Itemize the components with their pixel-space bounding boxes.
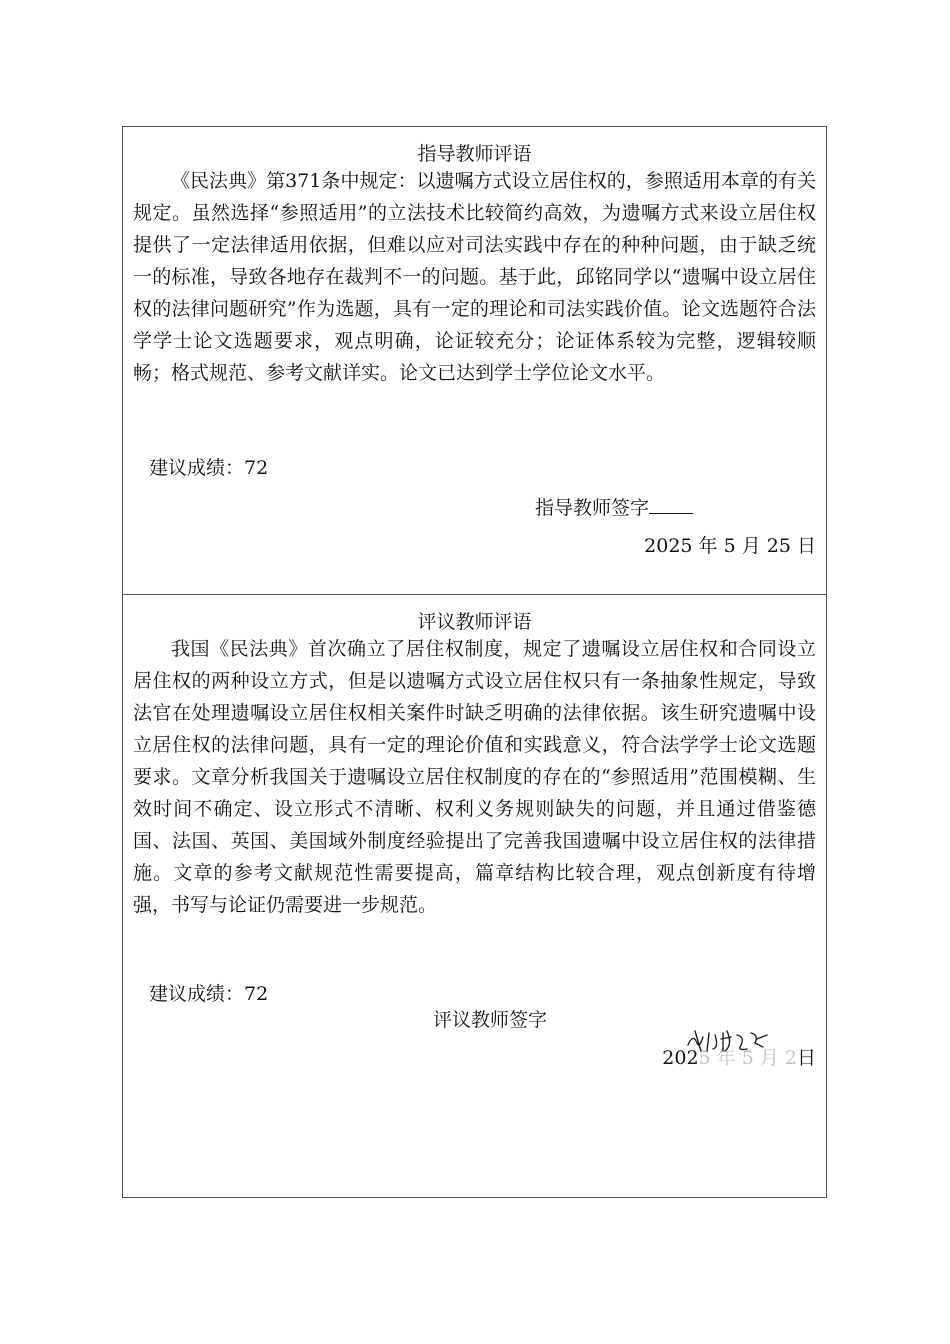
reviewer-comment-text: 我国《民法典》首次确立了居住权制度，规定了遗嘱设立居住权和合同设立居住权的两种设立方式，但是以遗嘱方式设立居住权只有一条抽象性规定，导致法官在处理遗嘱设立居住权相关案件时缺乏明确的法律依据。该生研究遗嘱中设立居住权的法律问题，具有一定的理论价值和实践意义，符合法学学士论文选题要求。文章分析我国关于遗嘱设立居住权制度的存在的“参照适用”范围模糊、生效时间不确定、设立形式不清晰、权利义务规则缺失的问题，并且通过借鉴德国、法国、英国、美国域外制度经验提出了完善我国遗嘱中设立居住权的法律措施。文章的参考文献规范性需要提高，篇章结构比较合理，观点创新度有待增强，书写与论证仍需要进一步规范。 xyxy=(133,638,816,916)
supervisor-date: 2025 年 5 月 25 日 xyxy=(644,535,816,557)
evaluation-form-table xyxy=(122,126,827,1198)
supervisor-comment-text: 《民法典》第371条中规定：以遗嘱方式设立居住权的，参照适用本章的有关规定。虽然选择“参照适用”的立法技术比较简约高效，为遗嘱方式来设立居住权提供了一定法律适用依据，但难以应对司法实践中存在的种种问题，由于缺乏统一的标准，导致各地存在裁判不一的问题。基于此，邱铭同学以“遗嘱中设立居住权的法律问题研究”作为选题，具有一定的理论和司法实践价值。论文选题符合法学学士论文选题要求，观点明确，论证较充分；论证体系较为完整，逻辑较顺畅；格式规范、参考文献详实。论文已达到学士学位论文水平。 xyxy=(133,170,816,384)
supervisor-signature-line xyxy=(535,495,693,521)
reviewer-grade: 建议成绩：72 xyxy=(149,983,269,1005)
reviewer-date-end: 日 xyxy=(796,1047,816,1069)
supervisor-comment-cell xyxy=(123,127,826,595)
reviewer-comment-cell xyxy=(123,595,826,1197)
supervisor-heading: 指导教师评语 xyxy=(417,143,532,165)
reviewer-date: 2025 年 5 月 2日 xyxy=(662,1047,816,1069)
reviewer-signature-label: 评议教师签字 xyxy=(433,1009,548,1031)
supervisor-signature-label: 指导教师签字 xyxy=(535,497,650,519)
supervisor-signature-blank xyxy=(649,495,693,514)
supervisor-grade: 建议成绩：72 xyxy=(149,457,269,479)
reviewer-date-start: 202 xyxy=(662,1047,699,1069)
reviewer-heading: 评议教师评语 xyxy=(417,611,532,633)
